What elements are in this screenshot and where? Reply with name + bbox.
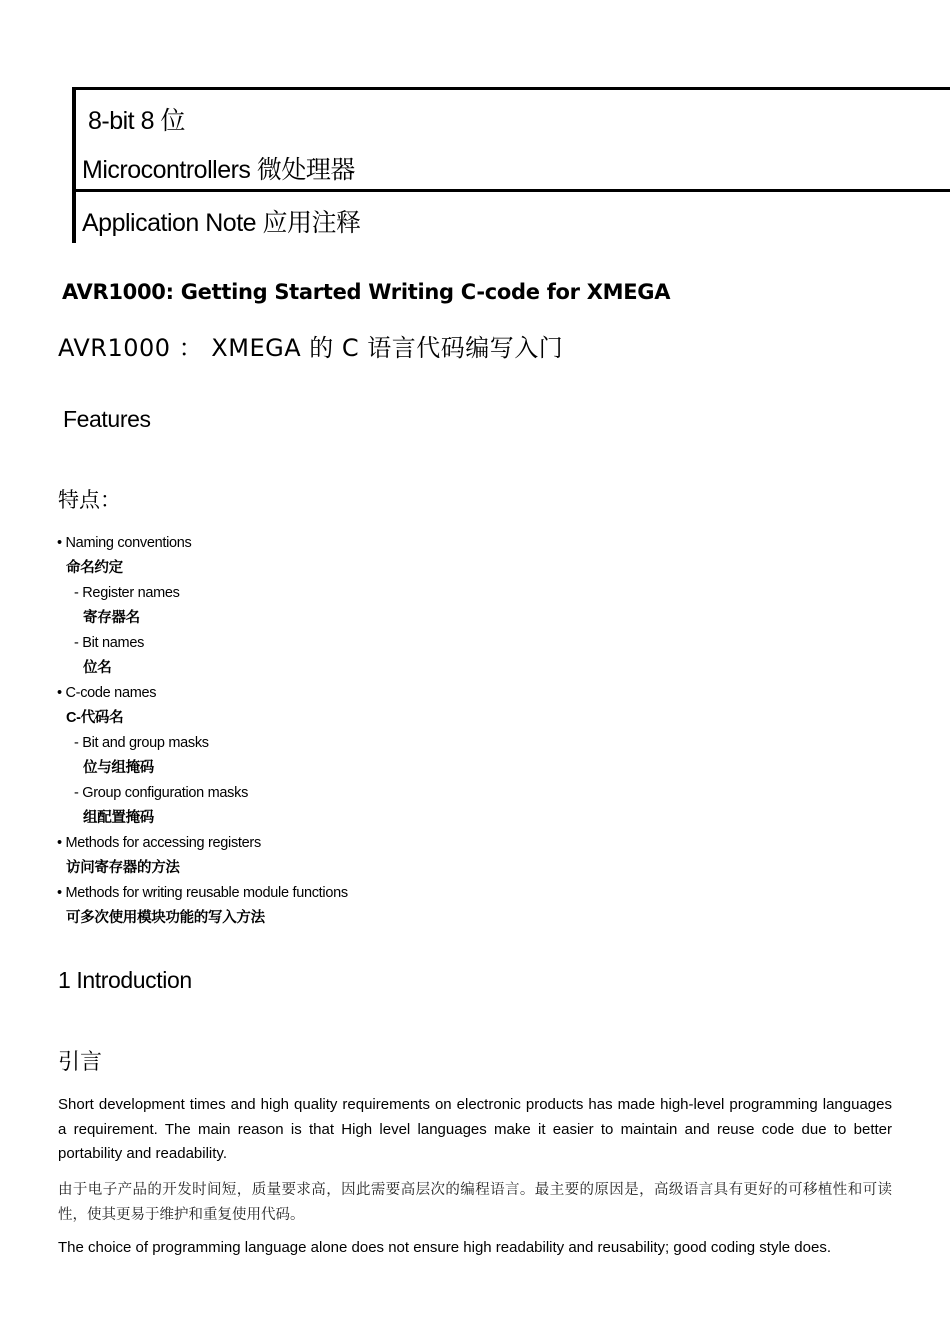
list-item: - Register names [74,585,180,601]
list-item: - Bit and group masks [74,735,209,751]
document-title-english: AVR1000: Getting Started Writing C-code for XMEGA [62,280,671,304]
list-item: C-代码名 [66,710,124,726]
header-top-rule [72,87,950,90]
list-item: 位与组掩码 [83,760,154,776]
list-item: 组配置掩码 [83,810,154,826]
document-title-chinese: AVR1000 ： XMEGA 的 C 语言代码编写入门 [58,334,564,362]
header-line-doctype: Application Note 应用注释 [82,209,361,237]
introduction-heading-chinese: 引言 [58,1050,103,1075]
features-list [57,534,348,934]
list-item: 可多次使用模块功能的写入方法 [66,910,265,926]
list-item: - Bit names [74,635,145,651]
list-item: 访问寄存器的方法 [66,860,180,876]
header-line-category: Microcontrollers 微处理器 [82,156,355,184]
features-heading-chinese: 特点： [58,488,121,512]
list-item: • Naming conventions [57,535,192,551]
features-heading-english: Features [63,406,151,432]
introduction-paragraph-english: Short development times and high quality requirements on electronic products has made high-level programming languages a requirement. The main reason is that High level languages make it easier to maintain and reuse code due to better portability and readability. [58,1096,892,1162]
header-left-rule [72,87,76,243]
header-middle-rule [72,189,950,192]
header-line-bitness: 8-bit 8 位 [88,107,185,135]
list-item: 命名约定 [66,560,123,576]
introduction-paragraph-coding-style: The choice of programming language alone does not ensure high readability and reusability; good coding style does. [58,1239,831,1256]
introduction-paragraph-chinese: 由于电子产品的开发时间短，质量要求高，因此需要高层次的编程语言。最主要的原因是，高级语言具有更好的可移植性和可读性，使其更易于维护和重复使用代码。 [58,1182,892,1223]
list-item: • Methods for writing reusable module functions [57,885,348,901]
list-item: 寄存器名 [83,610,140,626]
list-item: • C-code names [57,685,157,701]
list-item: • Methods for accessing registers [57,835,261,851]
list-item: - Group configuration masks [74,785,249,801]
introduction-heading-english: 1 Introduction [58,967,192,993]
list-item: 位名 [83,660,112,676]
